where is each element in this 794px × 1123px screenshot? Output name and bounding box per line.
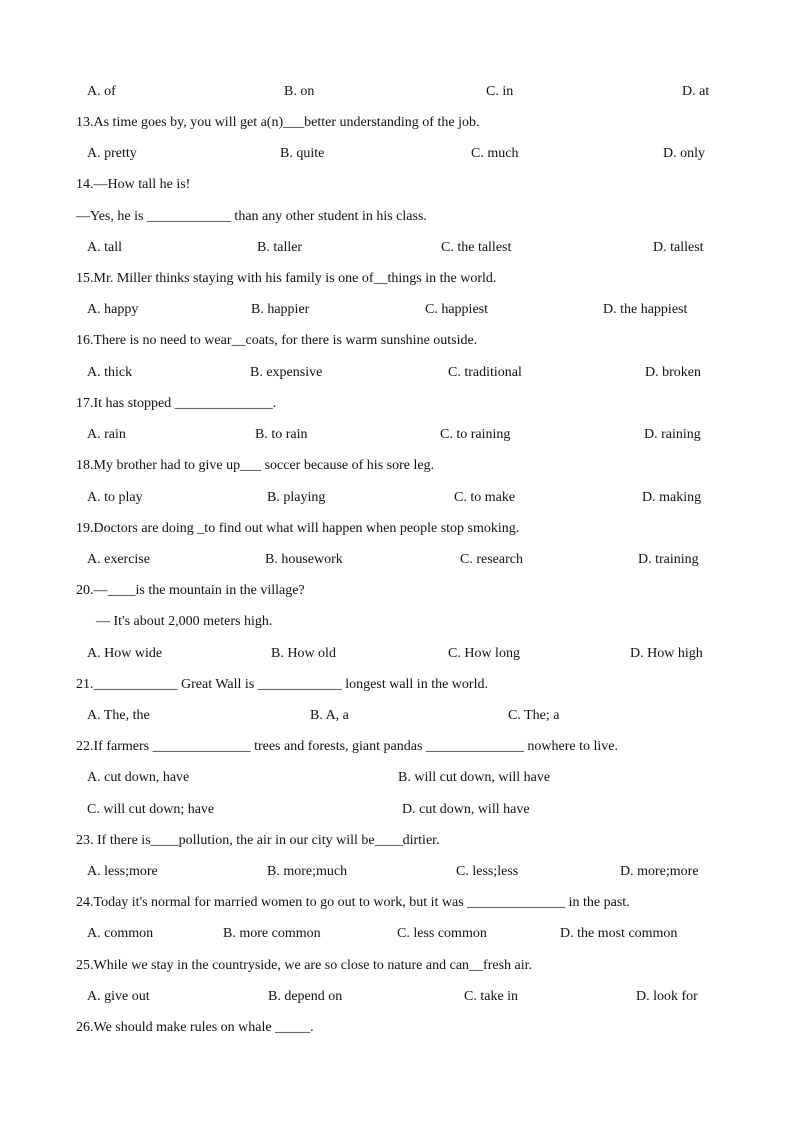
question-line [0,612,794,632]
options-row [0,82,794,102]
options-row [0,144,794,164]
answer-option: D. training [638,552,699,567]
answer-option: A. exercise [87,552,150,567]
question-text: 14.—How tall he is! [76,177,191,192]
options-row [0,644,794,664]
question-line [0,207,794,227]
options-row [0,924,794,944]
question-text: —Yes, he is ____________ than any other student in his class. [76,209,427,224]
answer-option: D. making [642,490,702,505]
answer-option: C. traditional [448,365,522,380]
answer-option: A. to play [87,490,143,505]
question-text: 22.If farmers ______________ trees and forests, giant pandas ______________ nowhere to live. [76,739,618,754]
question-text: 26.We should make rules on whale _____. [76,1020,314,1035]
question-text: 21.____________ Great Wall is ____________ longest wall in the world. [76,677,488,692]
answer-option: D. the most common [560,926,678,941]
answer-option: D. raining [644,427,701,442]
question-line [0,1018,794,1038]
answer-option: B. playing [267,490,326,505]
answer-option: C. less;less [456,864,519,879]
options-row [0,862,794,882]
answer-option: A. thick [87,365,133,380]
options-row [0,987,794,1007]
question-line [0,394,794,414]
answer-option: B. more common [223,926,321,941]
options-row [0,300,794,320]
answer-option: B. How old [271,646,336,661]
options-row [0,363,794,383]
question-line [0,737,794,757]
question-text: 17.It has stopped ______________. [76,396,277,411]
answer-option: C. in [486,84,514,99]
question-line [0,581,794,601]
options-row [0,238,794,258]
answer-option: A. cut down, have [87,770,190,785]
options-row [0,706,794,726]
question-text: 23. If there is____pollution, the air in our city will be____dirtier. [76,833,440,848]
answer-option: B. more;much [267,864,348,879]
answer-option: A. pretty [87,146,137,161]
answer-option: A. common [87,926,154,941]
question-line [0,956,794,976]
question-line [0,519,794,539]
answer-option: C. happiest [425,302,488,317]
question-line [0,175,794,195]
answer-option: A. happy [87,302,139,317]
answer-option: C. will cut down; have [87,802,215,817]
answer-option: B. expensive [250,365,323,380]
question-line [0,831,794,851]
answer-option: B. housework [265,552,343,567]
options-row [0,425,794,445]
answer-option: C. The; a [508,708,560,723]
answer-option: D. cut down, will have [402,802,530,817]
question-text: 13.As time goes by, you will get a(n)___better understanding of the job. [76,115,480,130]
options-row [0,768,794,788]
answer-option: B. on [284,84,315,99]
answer-option: A. The, the [87,708,150,723]
question-line [0,675,794,695]
answer-option: C. take in [464,989,519,1004]
answer-option: C. research [460,552,523,567]
answer-option: A. of [87,84,116,99]
answer-option: D. at [682,84,710,99]
answer-option: A. give out [87,989,150,1004]
question-line [0,456,794,476]
question-text: 18.My brother had to give up___ soccer because of his sore leg. [76,458,435,473]
answer-option: B. A, a [310,708,349,723]
answer-option: C. to raining [440,427,511,442]
options-row [0,488,794,508]
question-text: 25.While we stay in the countryside, we are so close to nature and can__fresh air. [76,958,533,973]
answer-option: D. look for [636,989,698,1004]
answer-option: A. rain [87,427,126,442]
answer-option: C. How long [448,646,520,661]
question-text: 19.Doctors are doing _to find out what will happen when people stop smoking. [76,521,520,536]
question-line [0,331,794,351]
answer-option: B. taller [257,240,303,255]
answer-option: C. to make [454,490,516,505]
answer-option: B. will cut down, will have [398,770,551,785]
answer-option: A. tall [87,240,122,255]
answer-option: A. How wide [87,646,163,661]
answer-option: B. quite [280,146,325,161]
question-text: 16.There is no need to wear__coats, for there is warm sunshine outside. [76,333,478,348]
question-line [0,893,794,913]
answer-option: B. to rain [255,427,308,442]
answer-option: C. less common [397,926,487,941]
answer-option: D. How high [630,646,703,661]
question-line [0,113,794,133]
answer-option: D. only [663,146,705,161]
answer-option: A. less;more [87,864,158,879]
question-text: — It's about 2,000 meters high. [96,614,273,629]
answer-option: C. the tallest [441,240,512,255]
options-row [0,800,794,820]
options-row [0,550,794,570]
answer-option: D. broken [645,365,701,380]
answer-option: D. tallest [653,240,704,255]
answer-option: B. happier [251,302,310,317]
question-text: 15.Mr. Miller thinks staying with his family is one of__things in the world. [76,271,497,286]
answer-option: D. more;more [620,864,699,879]
answer-option: D. the happiest [603,302,688,317]
question-text: 20.—____is the mountain in the village? [76,583,305,598]
answer-option: C. much [471,146,519,161]
question-line [0,269,794,289]
question-text: 24.Today it's normal for married women to go out to work, but it was ______________ in the past. [76,895,630,910]
answer-option: B. depend on [268,989,343,1004]
